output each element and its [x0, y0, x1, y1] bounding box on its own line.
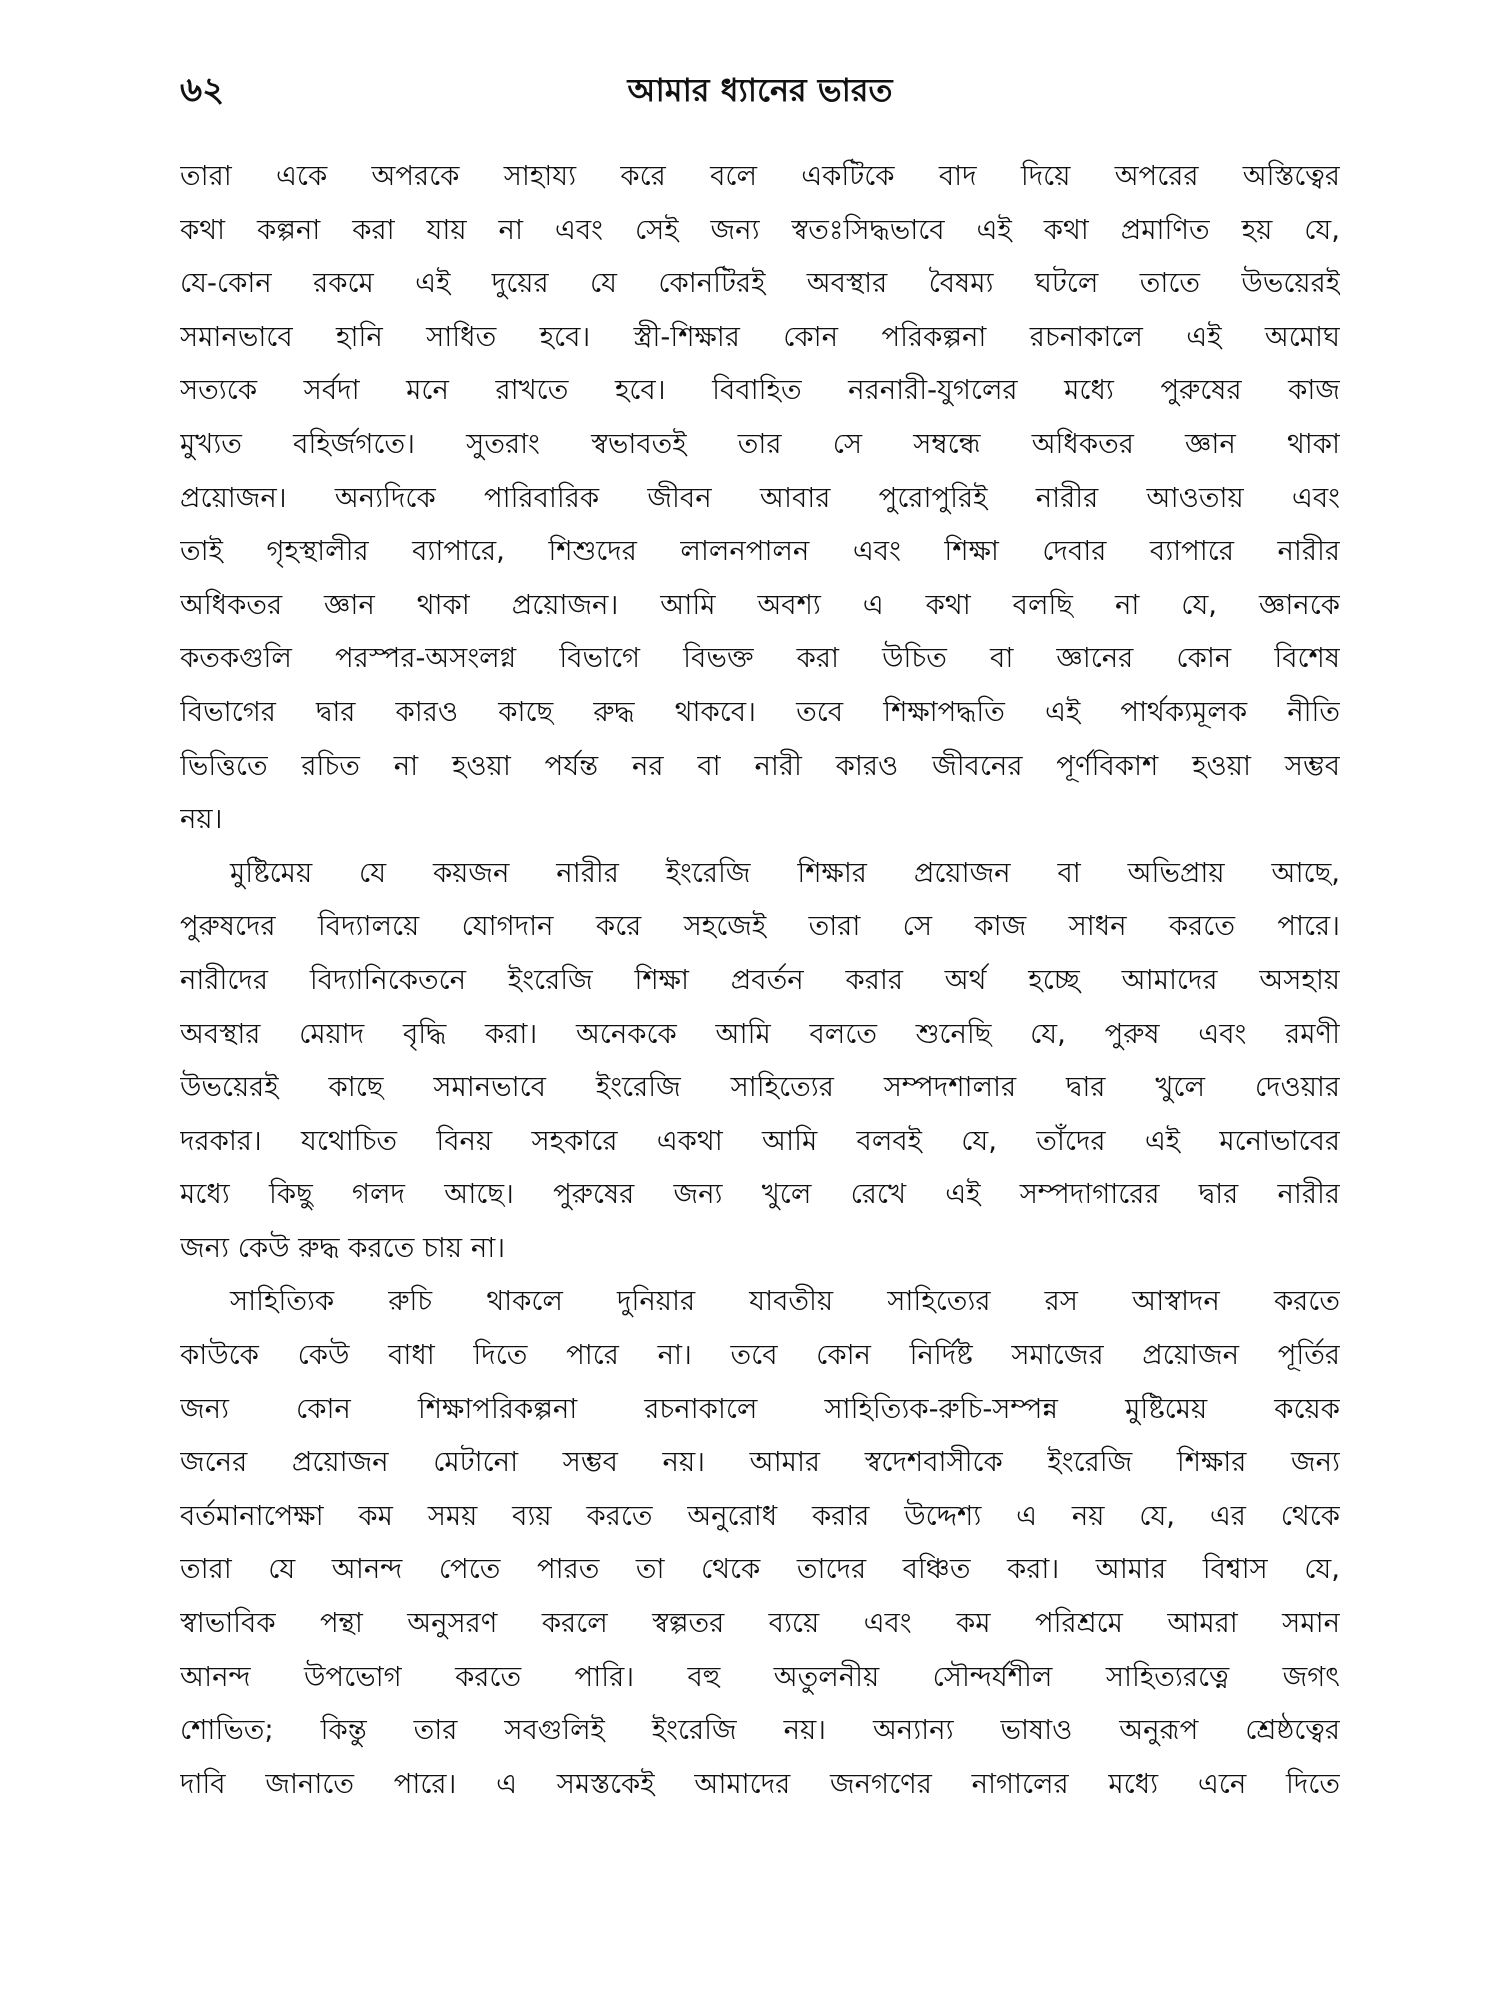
paragraph: [180, 1275, 1340, 1811]
text-line: উভয়েরই কাছে সমানভাবে ইংরেজি সাহিত্যের সম্পদশালার দ্বার খুলে দেওয়ার: [180, 1071, 1340, 1104]
paragraph: [180, 847, 1340, 1276]
text-line: আনন্দ উপভোগ করতে পারি। বহু অতুলনীয় সৌন্দর্যশীল সাহিত্যরত্নে জগৎ: [180, 1660, 1340, 1693]
text-line: মুখ্যত বহির্জগতে। সুতরাং স্বভাবতই তার সে সম্বন্ধে অধিকতর জ্ঞান থাকা: [180, 427, 1340, 460]
text-line: অবস্থার মেয়াদ বৃদ্ধি করা। অনেককে আমি বলতে শুনেছি যে, পুরুষ এবং রমণী: [180, 1017, 1340, 1050]
paragraph: [180, 150, 1340, 847]
text-line: বর্তমানাপেক্ষা কম সময় ব্যয় করতে অনুরোধ করার উদ্দেশ্য এ নয় যে, এর থেকে: [180, 1499, 1340, 1532]
text-line: কাউকে কেউ বাধা দিতে পারে না। তবে কোন নির্দিষ্ট সমাজের প্রয়োজন পূর্তির: [180, 1339, 1340, 1372]
text-line: মধ্যে কিছু গলদ আছে। পুরুষের জন্য খুলে রেখে এই সম্পদাগারের দ্বার নারীর: [180, 1178, 1340, 1211]
text-line: সত্যকে সর্বদা মনে রাখতে হবে। বিবাহিত নরনারী-যুগলের মধ্যে পুরুষের কাজ: [180, 374, 1340, 407]
text-line: সমানভাবে হানি সাধিত হবে। স্ত্রী-শিক্ষার কোন পরিকল্পনা রচনাকালে এই অমোঘ: [180, 320, 1340, 353]
text-line: কথা কল্পনা করা যায় না এবং সেই জন্য স্বতঃসিদ্ধভাবে এই কথা প্রমাণিত হয় যে,: [180, 213, 1340, 246]
text-line: জন্য কোন শিক্ষাপরিকল্পনা রচনাকালে সাহিত্যিক-রুচি-সম্পন্ন মুষ্টিমেয় কয়েক: [180, 1392, 1340, 1425]
text-line: যে-কোন রকমে এই দুয়ের যে কোনটিরই অবস্থার বৈষম্য ঘটলে তাতে উভয়েরই: [180, 267, 1340, 300]
text-line: জনের প্রয়োজন মেটানো সম্ভব নয়। আমার স্বদেশবাসীকে ইংরেজি শিক্ষার জন্য: [180, 1446, 1340, 1479]
text-line: দাবি জানাতে পারে। এ সমস্তকেই আমাদের জনগণের নাগালের মধ্যে এনে দিতে: [180, 1767, 1340, 1800]
running-header: [180, 60, 1340, 120]
text-line: জন্য কেউ রুদ্ধ করতে চায় না।: [180, 1231, 506, 1264]
text-line: সাহিত্যিক রুচি থাকলে দুনিয়ার যাবতীয় সাহিত্যের রস আস্বাদন করতে: [230, 1285, 1340, 1318]
text-line: পুরুষদের বিদ্যালয়ে যোগদান করে সহজেই তারা সে কাজ সাধন করতে পারে।: [180, 910, 1340, 943]
body-text: [180, 150, 1340, 1811]
text-line: কতকগুলি পরস্পর-অসংলগ্ন বিভাগে বিভক্ত করা উচিত বা জ্ঞানের কোন বিশেষ: [180, 642, 1340, 675]
text-line: বিভাগের দ্বার কারও কাছে রুদ্ধ থাকবে। তবে শিক্ষাপদ্ধতি এই পার্থক্যমূলক নীতি: [180, 695, 1340, 728]
text-line: তারা যে আনন্দ পেতে পারত তা থেকে তাদের বঞ্চিত করা। আমার বিশ্বাস যে,: [180, 1553, 1340, 1586]
text-line: অধিকতর জ্ঞান থাকা প্রয়োজন। আমি অবশ্য এ কথা বলছি না যে, জ্ঞানকে: [180, 588, 1340, 621]
text-line: মুষ্টিমেয় যে কয়জন নারীর ইংরেজি শিক্ষার প্রয়োজন বা অভিপ্রায় আছে,: [230, 856, 1340, 889]
page-number: ৬২: [180, 70, 225, 110]
text-line: ভিত্তিতে রচিত না হওয়া পর্যন্ত নর বা নারী কারও জীবনের পূর্ণবিকাশ হওয়া সম্ভব: [180, 749, 1340, 782]
text-line: নারীদের বিদ্যানিকেতনে ইংরেজি শিক্ষা প্রবর্তন করার অর্থ হচ্ছে আমাদের অসহায়: [180, 963, 1340, 996]
running-title: আমার ধ্যানের ভারত: [627, 71, 893, 109]
text-line: তারা একে অপরকে সাহায্য করে বলে একটিকে বাদ দিয়ে অপরের অস্তিত্বের: [180, 160, 1340, 192]
text-line: স্বাভাবিক পন্থা অনুসরণ করলে স্বল্পতর ব্যয়ে এবং কম পরিশ্রমে আমরা সমান: [180, 1607, 1340, 1640]
text-line: দরকার। যথোচিত বিনয় সহকারে একথা আমি বলবই যে, তাঁদের এই মনোভাবের: [180, 1124, 1340, 1157]
text-line: তাই গৃহস্থালীর ব্যাপারে, শিশুদের লালনপালন এবং শিক্ষা দেবার ব্যাপারে নারীর: [180, 535, 1340, 568]
text-line: নয়।: [180, 803, 223, 836]
text-line: প্রয়োজন। অন্যদিকে পারিবারিক জীবন আবার পুরোপুরিই নারীর আওতায় এবং: [180, 481, 1340, 514]
text-line: শোভিত; কিন্তু তার সবগুলিই ইংরেজি নয়। অন্যান্য ভাষাও অনুরূপ শ্রেষ্ঠত্বের: [180, 1714, 1340, 1747]
